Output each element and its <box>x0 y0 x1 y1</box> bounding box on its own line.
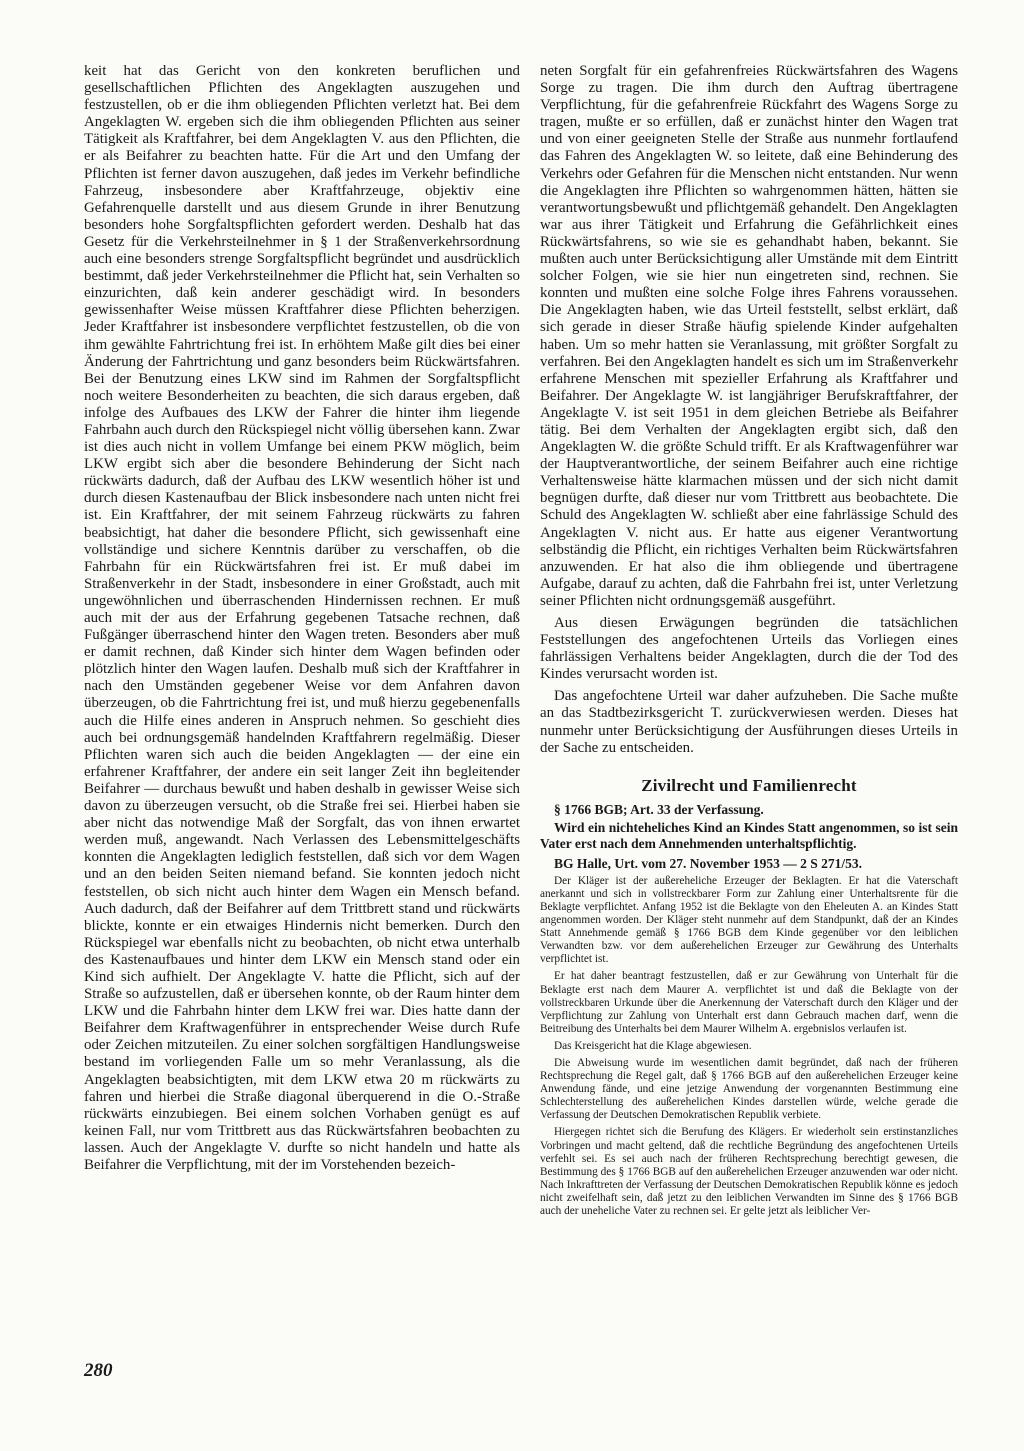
section-title: Zivilrecht und Familienrecht <box>641 775 857 795</box>
case-paragraph: Die Abweisung wurde im wesentlichen damit begründet, daß nach der früheren Rechtsprechung die Regel galt, daß § 1766 BGB auf den außerehelichen Erzeuger keine Anwendung fände, und eine jetzige Anwendung der vorgenannten Bestimmung eine Schlechterstellung des außerehelichen Kindes darstellen würde, welche gerade die Verfassung der Deutschen Demokratischen Republik verbiete. <box>540 1056 958 1122</box>
case-paragraph: Er hat daher beantragt festzustellen, daß er zur Gewährung von Unterhalt für die Beklagte erst nach dem Maurer A. verpflichtet ist und daß die Beklagte von der vollstreckbaren Urkunde über die Anerkennung der Vaterschaft durch den Kläger und der Verpflichtung zur Zahlung von Unterhalt erst dann Gebrauch machen darf, wenn die Beitreibung des Unterhalts bei dem Maurer Wilhelm A. ergebnislos verlaufen ist. <box>540 970 958 1035</box>
law-reference: § 1766 BGB; Art. 33 der Verfassung. <box>554 801 764 817</box>
body-paragraph: Aus diesen Erwägungen begründen die tatsächlichen Feststellungen des angefochtenen Urteils das Vorliegen eines fahrlässigen Verhaltens beider Angeklagten, durch die der Tod des Kindes verursacht worden ist. <box>540 615 958 683</box>
body-paragraph: keit hat das Gericht von den konkreten beruflichen und gesellschaftlichen Pflichten des Angeklagten auszugehen und festzustellen, ob er die ihm obliegenden Pflichten verletzt hat. Bei dem Angeklagten W. ergeben sich die ihm obliegenden Pflichten aus seiner Tätigkeit als Kraftfahrer, bei dem Angeklagten V. aus den Pflichten, die er als Beifahrer zu beachten hatte. Für die Art und den Umfang der Pflichten ist ferner davon auszugehen, daß jedes im Verkehr befindliche Fahrzeug, insbesondere aber Kraftfahrzeuge, objektiv eine Gefahrenquelle darstellt und aus diesem Grunde in ihrer Benutzung besonders hohe Sorgfaltspflichten gefordert werden. Deshalb hat das Gesetz für die Verkehrsteilnehmer in § 1 der Straßenverkehrsordnung auch eine besonders strenge Sorgfaltspflicht begründet und ausdrücklich bestimmt, daß jeder Verkehrsteilnehmer die Pflicht hat, sein Verhalten so einzurichten, daß kein anderer geschädigt wird. In besonders gewissenhafter Weise müssen Kraftfahrer diese Pflichten beherzigen. Jeder Kraftfahrer ist insbesondere verpflichtet festzustellen, ob die von ihm gewählte Fahrtrichtung frei ist. In erhöhtem Maße gilt dies bei einer Änderung der Fahrtrichtung und ganz besonders beim Rückwärtsfahren. Bei der Benutzung eines LKW sind im Rahmen der Sorgfaltspflicht noch weitere Besonderheiten zu beachten, die sich daraus ergeben, daß infolge des Aufbaues des LKW der Fahrer die hinter ihm liegende Fahrbahn auch durch den Rückspiegel nicht völlig übersehen kann. Zwar ist dies auch nicht in vollem Umfange bei einem PKW möglich, beim LKW ergibt sich aber die besondere Behinderung der Sicht nach rückwärts dadurch, daß der Aufbau des LKW wesentlich höher ist und durch diesen Kastenaufbau der Blick insbesondere nach unten nicht frei ist. Ein Kraftfahrer, der mit seinem Fahrzeug rückwärts zu fahren beabsichtigt, hat daher die besondere Pflicht, sich gewissenhaft eine vollständige und sichere Kenntnis darüber zu verschaffen, ob die Fahrbahn für ein Rückwärtsfahren frei ist. Er muß dabei im Straßenverkehr in der Stadt, insbesondere in einer Großstadt, auch mit ungewöhnlichen und überraschenden Hindernissen rechnen. Er muß auch mit der aus der Erfahrung gegebenen Tatsache rechnen, daß Fußgänger überraschend hinter den Wagen treten. Besonders aber muß er damit rechnen, daß Kinder sich hinter dem Wagen befinden oder plötzlich hinter den Wagen laufen. Deshalb muß sich der Kraftfahrer in nach den Umständen gegebener Weise vor dem Anfahren davon überzeugen, ob die Fahrtrichtung frei ist, und muß hierzu gegebenenfalls auch die Hilfe eines anderen in Anspruch nehmen. So geschieht dies auch bei ordnungsgemäß handelnden Kraftfahrern regelmäßig. Dieser Pflichten waren sich auch die beiden Angeklagten — der eine ein erfahrener Kraftfahrer, der andere ein seit langer Zeit ihn begleitender Beifahrer — durchaus bewußt und haben deshalb in gewisser Weise sich davon zu überzeugen versucht, ob die Straße frei sei. Hierbei haben sie aber nicht das notwendige Maß der Sorgfalt, das von ihnen erwartet werden muß, angewandt. Nach Verlassen des Lebensmittelgeschäfts konnten die Angeklagten lediglich feststellen, daß sich vor dem Wagen und an den beiden Seiten niemand befand. Sie konnten jedoch nicht feststellen, ob sich nicht auch hinter dem Wagen ein Mensch befand. Auch dadurch, daß der Beifahrer auf dem Trittbrett stand und rückwärts blickte, konnte er ein etwaiges Hindernis nicht bemerken. Durch den Rückspiegel war ebenfalls nicht zu beobachten, ob nicht etwa unterhalb des Kastenaufbaues und hinter dem LKW ein Mensch stand oder ein Kind sich aufhielt. Der Angeklagte V. hatte die Pflicht, sich auf der Straße so aufzustellen, daß er übersehen konnte, ob der Raum hinter dem LKW und die Fahrbahn hinter dem LKW frei war. Dies hatte dann der Beifahrer dem Kraftwagenführer in entsprechender Weise durch Rufe oder Zeichen mitzuteilen. Zu einer solchen sorgfältigen Handlungsweise bestand im vorliegenden Falle um so mehr Veranlassung, als die Angeklagten beabsichtigten, mit dem LKW etwa 20 m rückwärts zu fahren und hierbei die Straße diagonal überquerend in die O.-Straße rückwärts einzubiegen. Bei einem solchen Vorhaben genügt es auf keinen Fall, nur vom Trittbrett aus das Rückwärtsfahren beobachten zu lassen. Auch der Angeklagte V. durfte so nicht handeln und hatte als Beifahrer die Verpflichtung, mit der im Vorstehenden bezeich- <box>84 63 520 1173</box>
page-number: 280 <box>84 1360 113 1381</box>
headnote: Wird ein nichteheliches Kind an Kindes Statt angenommen, so ist sein Vater erst nach dem Annehmenden unterhaltspflichtig. <box>540 819 958 851</box>
case-paragraph: Das Kreisgericht hat die Klage abgewiesen. <box>554 1039 752 1052</box>
court-reference: BG Halle, Urt. vom 27. November 1953 — 2 S 271/53. <box>554 855 862 871</box>
case-paragraph: Hiergegen richtet sich die Berufung des Klägers. Er wiederholt sein erstinstanzliches Vorbringen und macht geltend, daß die rechtliche Begründung des angefochtenen Urteils verfehlt sei. Es sei auch nach der früheren Rechtsprechung berechtigt gewesen, die Bestimmung des § 1766 BGB auf den außerehelichen Erzeuger anzuwenden war oder nicht. Nach Inkrafttreten der Verfassung der Deutschen Demokratischen Republik könne es jedoch nicht zweifelhaft sein, daß jetzt zu den leiblichen Verwandten im Sinne des § 1766 BGB auch der uneheliche Vater zu rechnen sei. Er gelte jetzt als leiblicher Ver- <box>540 1126 958 1217</box>
case-paragraph: Der Kläger ist der außereheliche Erzeuger der Beklagten. Er hat die Vaterschaft anerkannt und sich in vollstreckbarer Form zur Zahlung einer Unterhaltsrente für die Beklagte verpflichtet. Anfang 1952 ist die Beklagte von den Eheleuten A. an Kindes Statt angenommen worden. Der Kläger steht nunmehr auf dem Standpunkt, daß der an Kindes Statt Annehmende gemäß § 1766 BGB dem Kinde gegenüber vor den leiblichen Verwandten bzw. vor dem außerehelichen Erzeuger zur Gewährung des Unterhalts verpflichtet ist. <box>540 874 958 966</box>
right-column <box>540 63 958 1218</box>
body-paragraph: Das angefochtene Urteil war daher aufzuheben. Die Sache mußte an das Stadtbezirksgericht T. zurückverwiesen werden. Dieses hat nunmehr unter Berücksichtigung der Ausführungen dieses Urteils in der Sache zu entscheiden. <box>540 688 958 756</box>
left-column <box>84 63 520 1174</box>
body-paragraph: neten Sorgfalt für ein gefahrenfreies Rückwärtsfahren des Wagens Sorge zu tragen. Die ihm durch den Auftrag übertragene Verpflichtung, für die gefahrenfreie Rückfahrt des Wagens Sorge zu tragen, mußte er so erfüllen, daß er zunächst hinter den Wagen trat und von einer geeigneten Stelle der Straße aus nunmehr fortlaufend das Fahren des Angeklagten W. so leitete, daß eine Behinderung des Verkehrs oder Gefahren für die Menschen nicht entstanden. Nur wenn die Angeklagten ihre Pflichten so wahrgenommen hätten, hätten sie verantwortungsbewußt und pflichtgemäß gehandelt. Den Angeklagten war aus ihrer Tätigkeit und Erfahrung die Gefährlichkeit eines Rückwärtsfahrens, so wie sie es gehandhabt haben, bekannt. Sie mußten auch unter Berücksichtigung aller Umstände mit dem Eintritt solcher Folgen, wie sie hier nun eingetreten sind, rechnen. Sie konnten und mußten eine solche Folge ihres Fahrens voraussehen. Die Angeklagten haben, wie das Urteil feststellt, selbst erklärt, daß sich gerade in dieser Straße häufig spielende Kinder aufgehalten haben. Um so mehr hatten sie Veranlassung, mit größter Sorgfalt zu verfahren. Bei den Angeklagten handelt es sich um im Straßenverkehr erfahrene Menschen mit spezieller Erfahrung als Kraftfahrer und Beifahrer. Der Angeklagte W. ist langjähriger Berufskraftfahrer, der Angeklagte V. ist seit 1951 in dem gleichen Betriebe als Beifahrer tätig. Bei dem Verhalten der Angeklagten ergibt sich, daß den Angeklagten W. die größte Schuld trifft. Er als Kraftwagenführer war der Hauptverantwortliche, der seinem Beifahrer auch eine richtige Verhaltensweise hätte klarmachen müssen und der sich nicht damit begnügen durfte, daß dieser nur vom Trittbrett aus beobachtete. Die Schuld des Angeklagten W. schließt aber eine fahrlässige Schuld des Angeklagten V. nicht aus. Er hatte aus eigener Verantwortung selbständig die Pflicht, ein richtiges Verhalten beim Rückwärtsfahren anzuwenden. Er hat also die ihm obliegende und übertragene Aufgabe, darauf zu achten, daß die Fahrbahn frei ist, unter Verletzung seiner Pflichten nicht ordnungsgemäß ausgeführt. <box>540 63 958 609</box>
